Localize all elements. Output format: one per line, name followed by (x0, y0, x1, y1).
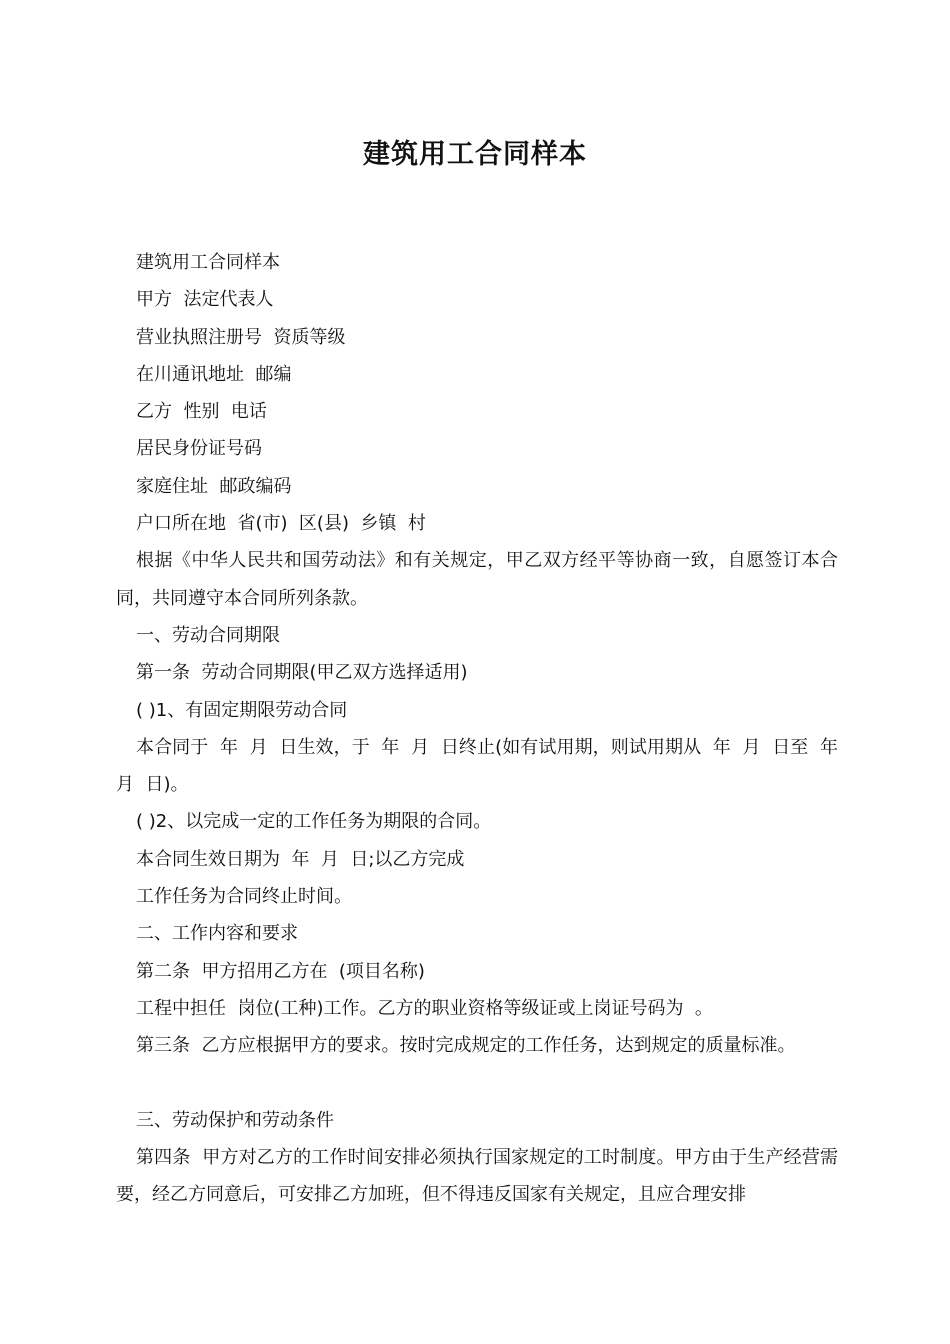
paragraph: 根据《中华人民共和国劳动法》和有关规定，甲乙双方经平等协商一致，自愿签订本合同，共同遵守本合同所列条款。 (116, 550, 838, 609)
paragraph: 第四条 甲方对乙方的工作时间安排必须执行国家规定的工时制度。甲方由于生产经营需要，经乙方同意后，可安排乙方加班，但不得违反国家有关规定，且应合理安排 (116, 1146, 838, 1206)
document-body (116, 244, 850, 1213)
document-title: 建筑用工合同样本 (363, 139, 587, 170)
paragraph: 在川通讯地址 邮编 (136, 363, 292, 385)
paragraph: 第二条 甲方招用乙方在 (项目名称) (136, 960, 425, 982)
paragraph: ( )2、以完成一定的工作任务为期限的合同。 (136, 811, 492, 833)
paragraph: 甲方 法定代表人 (136, 289, 274, 311)
paragraph: 本合同于 年 月 日生效，于 年 月 日终止(如有试用期，则试用期从 年 月 日至 年 月 日)。 (116, 736, 850, 796)
section-heading: 三、劳动保护和劳动条件 (136, 1109, 334, 1131)
paragraph: 工作任务为合同终止时间。 (136, 886, 352, 908)
paragraph: 户口所在地 省(市) 区(县) 乡镇 村 (136, 513, 426, 535)
paragraph: 第三条 乙方应根据甲方的要求。按时完成规定的工作任务，达到规定的质量标准。 (136, 1035, 796, 1057)
paragraph: 建筑用工合同样本 (136, 252, 280, 273)
paragraph: 居民身份证号码 (136, 438, 262, 460)
section-heading: 一、劳动合同期限 (136, 624, 280, 646)
paragraph-gap (116, 1065, 838, 1102)
paragraph: 乙方 性别 电话 (136, 401, 267, 423)
paragraph: 营业执照注册号 资质等级 (136, 326, 346, 348)
paragraph: 本合同生效日期为 年 月 日;以乙方完成 (136, 848, 465, 870)
paragraph: 工程中担任 岗位(工种)工作。乙方的职业资格等级证或上岗证号码为 。 (136, 997, 713, 1019)
paragraph: ( )1、有固定期限劳动合同 (136, 699, 348, 721)
paragraph: 第一条 劳动合同期限(甲乙双方选择适用) (136, 662, 468, 684)
section-heading: 二、工作内容和要求 (136, 923, 298, 945)
paragraph: 家庭住址 邮政编码 (136, 475, 292, 497)
